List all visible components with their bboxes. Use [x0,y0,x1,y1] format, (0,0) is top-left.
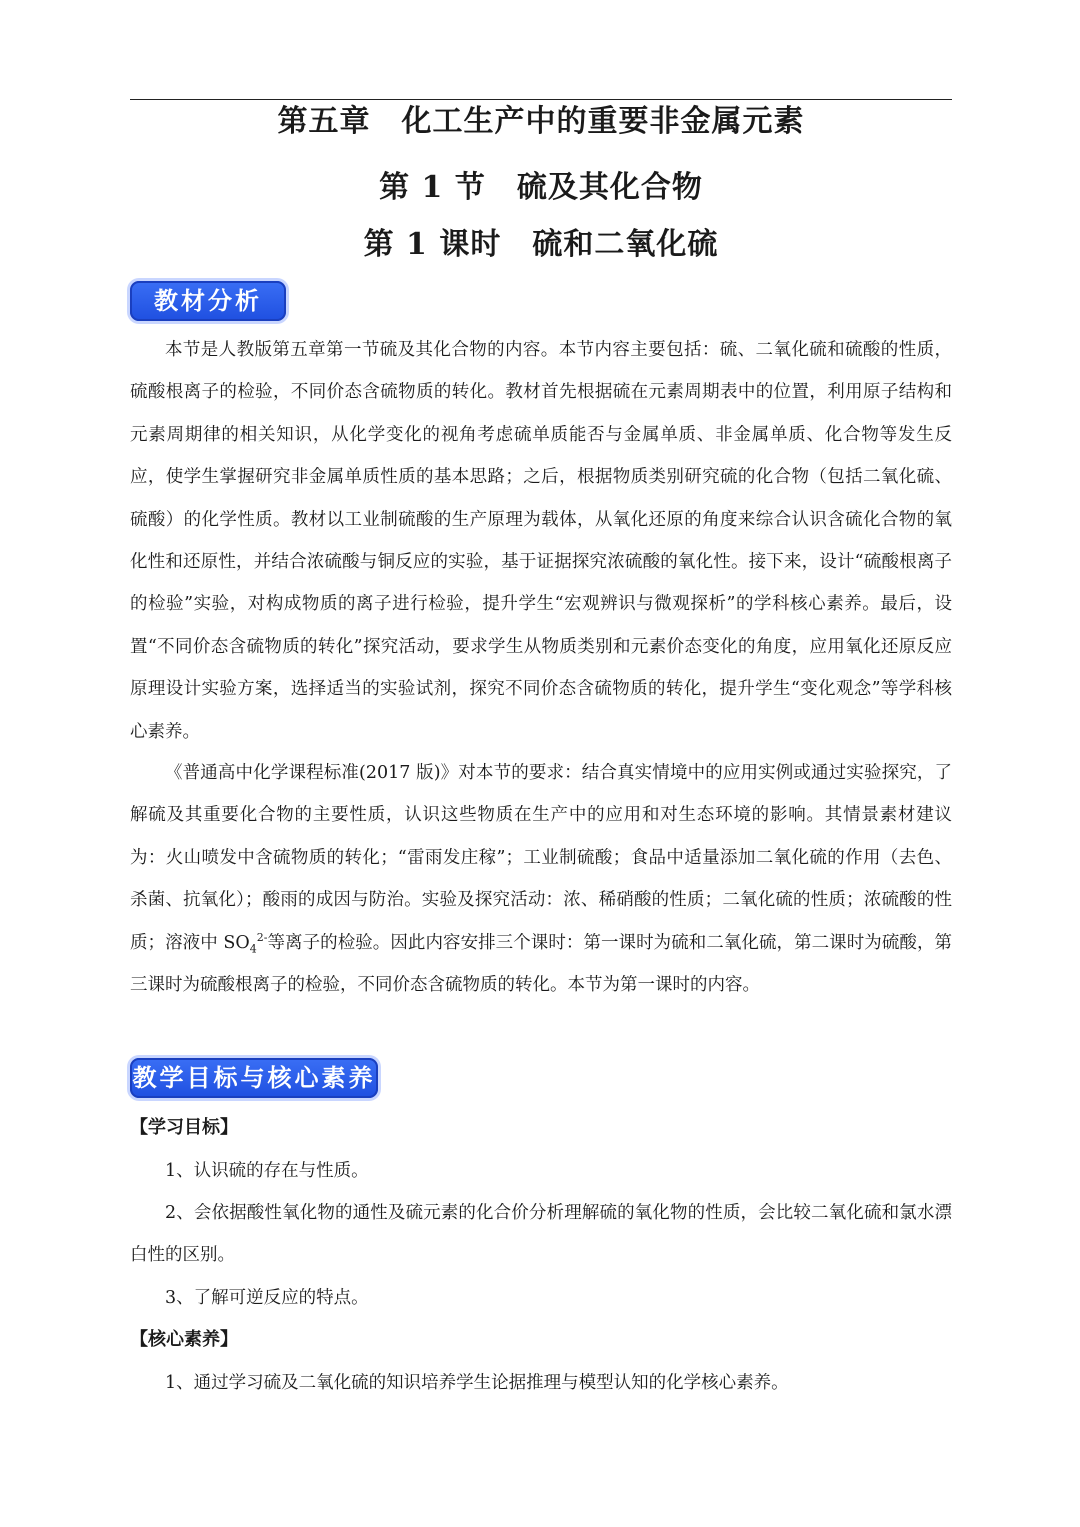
learning-goal-3: 3、了解可逆反应的特点。 [165,1288,369,1308]
objectives-badge: 教学目标与核心素养 [130,1058,378,1098]
sulfate-subscript: 4 [249,942,257,956]
paragraph-2-text-before: 《普通高中化学课程标准(2017 版)》对本节的要求：结合真实情境中的应用实例或通过实验探究，了解硫及其重要化合物的主要性质，认识这些物质在生产中的应用和对生态环境的影响。其情景素材建议为：火山喷发中含硫物质的转化；“雷雨发庄稼”；工业制硫酸；食品中适量添加二氧化硫的作用（去色、杀菌、抗氧化）；酸雨的成因与防治。实验及探究活动：浓、稀硝酸的性质；二氧化硫的性质；浓硫酸的性质；溶液中 SO [130,763,952,953]
section-title: 第 1 节 硫及其化合物 [379,170,703,205]
paragraph-2-text-after: 等离子的检验。因此内容安排三个课时：第一课时为硫和二氧化硫，第二课时为硫酸，第三课时为硫酸根离子的检验，不同价态含硫物质的转化。本节为第一课时的内容。 [130,932,952,996]
analysis-paragraph-1: 本节是人教版第五章第一节硫及其化合物的内容。本节内容主要包括：硫、二氧化硫和硫酸的性质，硫酸根离子的检验，不同价态含硫物质的转化。教材首先根据硫在元素周期表中的位置，利用原子结构和元素周期律的相关知识，从化学变化的视角考虑硫单质能否与金属单质、非金属单质、化合物等发生反应，使学生掌握研究非金属单质性质的基本思路；之后，根据物质类别研究硫的化合物（包括二氧化硫、硫酸）的化学性质。教材以工业制硫酸的生产原理为载体，从氧化还原的角度来综合认识含硫化合物的氧化性和还原性，并结合浓硫酸与铜反应的实验，基于证据探究浓硫酸的氧化性。接下来，设计“硫酸根离子的检验”实验，对构成物质的离子进行检验，提升学生“宏观辨识与微观探析”的学科核心素养。最后，设置“不同价态含硫物质的转化”探究活动，要求学生从物质类别和元素价态变化的角度，应用氧化还原反应原理设计实验方案，选择适当的实验试剂，探究不同价态含硫物质的转化，提升学生“变化观念”等学科核心素养。 [130,340,952,742]
chapter-title: 第五章 化工生产中的重要非金属元素 [277,104,805,139]
core-literacy-goal-1: 1、通过学习硫及二氧化硫的知识培养学生论据推理与模型认知的化学核心素养。 [165,1373,789,1393]
sulfate-charge: 2- [256,930,268,944]
analysis-paragraph-2 [130,752,952,1006]
textbook-analysis-badge: 教材分析 [130,281,286,321]
lesson-title: 第 1 课时 硫和二氧化硫 [363,227,719,262]
learning-goal-2: 2、会依据酸性氧化物的通性及硫元素的化合价分析理解硫的氧化物的性质，会比较二氧化硫和氯水漂白性的区别。 [130,1203,952,1266]
learning-objectives-heading: 【学习目标】 [130,1117,238,1138]
core-literacy-heading: 【核心素养】 [130,1329,238,1350]
learning-goal-1: 1、认识硫的存在与性质。 [165,1161,369,1181]
